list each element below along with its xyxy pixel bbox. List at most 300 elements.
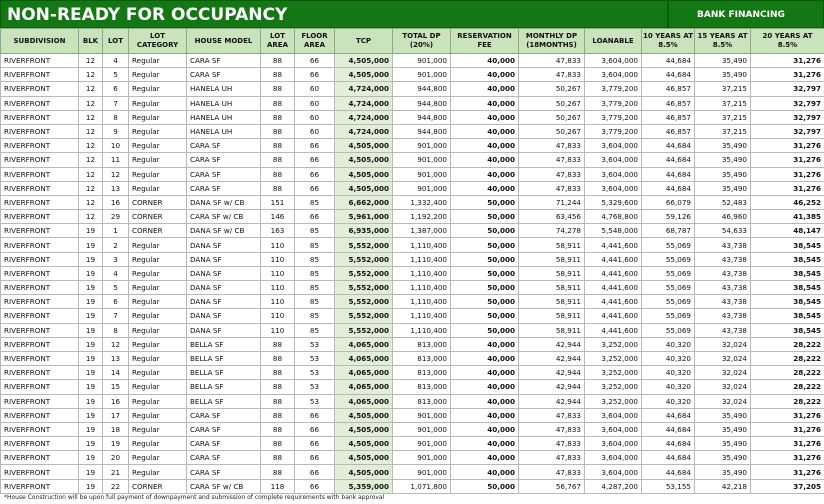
cell-total-dp: 901,000 xyxy=(393,465,451,479)
cell-total-dp: 901,000 xyxy=(393,68,451,82)
cell-ten-years: 68,787 xyxy=(642,224,695,238)
cell-twenty-years: 31,276 xyxy=(751,422,824,436)
cell-lot: 21 xyxy=(103,465,129,479)
cell-subdivision: RIVERFRONT xyxy=(1,252,79,266)
cell-monthly-dp: 58,911 xyxy=(519,281,585,295)
cell-subdivision: RIVERFRONT xyxy=(1,309,79,323)
cell-loanable: 3,604,000 xyxy=(585,153,642,167)
cell-fifteen-years: 43,738 xyxy=(695,295,751,309)
table-row xyxy=(1,139,824,153)
cell-fifteen-years: 43,738 xyxy=(695,323,751,337)
footnote: *House Construction will be upon full payment of downpayment and submission of complete requirements with bank approval xyxy=(4,494,385,501)
table-row xyxy=(1,210,824,224)
cell-subdivision: RIVERFRONT xyxy=(1,167,79,181)
cell-loanable: 4,287,200 xyxy=(585,479,642,493)
col-header-loanable: LOANABLE xyxy=(585,29,642,54)
cell-lot-area: 88 xyxy=(261,351,295,365)
cell-blk: 12 xyxy=(79,82,103,96)
cell-subdivision: RIVERFRONT xyxy=(1,479,79,493)
cell-monthly-dp: 56,767 xyxy=(519,479,585,493)
cell-lot-category: Regular xyxy=(129,295,187,309)
cell-monthly-dp: 58,911 xyxy=(519,295,585,309)
cell-house-model: BELLA SF xyxy=(187,394,261,408)
col-header-lot: LOT xyxy=(103,29,129,54)
cell-house-model: BELLA SF xyxy=(187,380,261,394)
cell-fifteen-years: 46,960 xyxy=(695,210,751,224)
cell-subdivision: RIVERFRONT xyxy=(1,210,79,224)
cell-reservation-fee: 40,000 xyxy=(451,337,519,351)
cell-floor-area: 66 xyxy=(295,153,335,167)
cell-blk: 12 xyxy=(79,68,103,82)
table-row xyxy=(1,337,824,351)
cell-house-model: DANA SF xyxy=(187,281,261,295)
cell-blk: 19 xyxy=(79,224,103,238)
cell-ten-years: 44,684 xyxy=(642,451,695,465)
cell-floor-area: 60 xyxy=(295,82,335,96)
cell-lot-area: 110 xyxy=(261,252,295,266)
cell-ten-years: 40,320 xyxy=(642,394,695,408)
cell-lot-category: Regular xyxy=(129,351,187,365)
cell-reservation-fee: 40,000 xyxy=(451,181,519,195)
cell-twenty-years: 31,276 xyxy=(751,451,824,465)
cell-monthly-dp: 50,267 xyxy=(519,96,585,110)
cell-reservation-fee: 40,000 xyxy=(451,68,519,82)
cell-lot-area: 88 xyxy=(261,437,295,451)
cell-lot-category: Regular xyxy=(129,54,187,68)
cell-fifteen-years: 35,490 xyxy=(695,422,751,436)
cell-blk: 12 xyxy=(79,153,103,167)
cell-lot-area: 88 xyxy=(261,422,295,436)
cell-twenty-years: 38,545 xyxy=(751,323,824,337)
cell-total-dp: 901,000 xyxy=(393,153,451,167)
cell-lot-category: Regular xyxy=(129,82,187,96)
cell-fifteen-years: 43,738 xyxy=(695,238,751,252)
cell-reservation-fee: 50,000 xyxy=(451,295,519,309)
cell-ten-years: 44,684 xyxy=(642,465,695,479)
cell-monthly-dp: 58,911 xyxy=(519,309,585,323)
cell-lot-area: 110 xyxy=(261,281,295,295)
cell-monthly-dp: 47,833 xyxy=(519,167,585,181)
table-row xyxy=(1,451,824,465)
cell-blk: 19 xyxy=(79,394,103,408)
cell-lot-area: 151 xyxy=(261,195,295,209)
cell-floor-area: 66 xyxy=(295,54,335,68)
cell-tcp: 4,724,000 xyxy=(335,82,393,96)
cell-tcp: 4,724,000 xyxy=(335,110,393,124)
cell-subdivision: RIVERFRONT xyxy=(1,295,79,309)
cell-blk: 19 xyxy=(79,337,103,351)
cell-loanable: 4,441,600 xyxy=(585,252,642,266)
col-header-fifteen-years: 15 YEARS AT 8.5% xyxy=(695,29,751,54)
cell-ten-years: 44,684 xyxy=(642,68,695,82)
cell-lot-category: Regular xyxy=(129,110,187,124)
table-row xyxy=(1,394,824,408)
table-row xyxy=(1,68,824,82)
cell-ten-years: 46,857 xyxy=(642,124,695,138)
cell-floor-area: 66 xyxy=(295,465,335,479)
cell-floor-area: 53 xyxy=(295,380,335,394)
cell-tcp: 5,552,000 xyxy=(335,252,393,266)
cell-blk: 12 xyxy=(79,54,103,68)
cell-loanable: 3,604,000 xyxy=(585,68,642,82)
table-row xyxy=(1,479,824,493)
cell-subdivision: RIVERFRONT xyxy=(1,394,79,408)
cell-fifteen-years: 32,024 xyxy=(695,366,751,380)
cell-blk: 19 xyxy=(79,451,103,465)
cell-total-dp: 944,800 xyxy=(393,110,451,124)
cell-lot: 12 xyxy=(103,337,129,351)
cell-floor-area: 85 xyxy=(295,309,335,323)
cell-house-model: BELLA SF xyxy=(187,337,261,351)
cell-total-dp: 1,110,400 xyxy=(393,295,451,309)
cell-total-dp: 944,800 xyxy=(393,96,451,110)
cell-subdivision: RIVERFRONT xyxy=(1,380,79,394)
cell-house-model: DANA SF xyxy=(187,309,261,323)
cell-ten-years: 44,684 xyxy=(642,153,695,167)
cell-twenty-years: 32,797 xyxy=(751,82,824,96)
cell-lot: 22 xyxy=(103,479,129,493)
col-header-total-dp: TOTAL DP (20%) xyxy=(393,29,451,54)
cell-ten-years: 55,069 xyxy=(642,266,695,280)
cell-total-dp: 1,071,800 xyxy=(393,479,451,493)
cell-lot-area: 88 xyxy=(261,82,295,96)
cell-house-model: CARA SF xyxy=(187,422,261,436)
cell-lot-area: 110 xyxy=(261,323,295,337)
cell-ten-years: 55,069 xyxy=(642,281,695,295)
cell-floor-area: 85 xyxy=(295,323,335,337)
cell-reservation-fee: 50,000 xyxy=(451,323,519,337)
table-row xyxy=(1,465,824,479)
cell-fifteen-years: 37,215 xyxy=(695,110,751,124)
cell-lot-category: Regular xyxy=(129,153,187,167)
cell-subdivision: RIVERFRONT xyxy=(1,82,79,96)
cell-tcp: 4,505,000 xyxy=(335,54,393,68)
cell-twenty-years: 28,222 xyxy=(751,366,824,380)
cell-fifteen-years: 42,218 xyxy=(695,479,751,493)
cell-twenty-years: 31,276 xyxy=(751,68,824,82)
cell-fifteen-years: 35,490 xyxy=(695,437,751,451)
table-row xyxy=(1,110,824,124)
cell-blk: 19 xyxy=(79,437,103,451)
cell-lot: 14 xyxy=(103,366,129,380)
cell-lot-area: 88 xyxy=(261,366,295,380)
cell-subdivision: RIVERFRONT xyxy=(1,281,79,295)
cell-twenty-years: 31,276 xyxy=(751,153,824,167)
cell-total-dp: 901,000 xyxy=(393,139,451,153)
cell-floor-area: 85 xyxy=(295,266,335,280)
cell-tcp: 4,724,000 xyxy=(335,124,393,138)
table-row xyxy=(1,266,824,280)
cell-reservation-fee: 50,000 xyxy=(451,252,519,266)
cell-twenty-years: 37,205 xyxy=(751,479,824,493)
cell-tcp: 5,552,000 xyxy=(335,266,393,280)
cell-floor-area: 60 xyxy=(295,110,335,124)
cell-reservation-fee: 50,000 xyxy=(451,479,519,493)
cell-floor-area: 60 xyxy=(295,96,335,110)
cell-reservation-fee: 40,000 xyxy=(451,465,519,479)
cell-reservation-fee: 50,000 xyxy=(451,266,519,280)
col-header-ten-years: 10 YEARS AT 8.5% xyxy=(642,29,695,54)
cell-monthly-dp: 47,833 xyxy=(519,139,585,153)
cell-loanable: 3,604,000 xyxy=(585,437,642,451)
cell-monthly-dp: 50,267 xyxy=(519,82,585,96)
cell-subdivision: RIVERFRONT xyxy=(1,153,79,167)
cell-loanable: 3,252,000 xyxy=(585,394,642,408)
table-row xyxy=(1,295,824,309)
cell-house-model: CARA SF xyxy=(187,408,261,422)
cell-subdivision: RIVERFRONT xyxy=(1,238,79,252)
cell-monthly-dp: 58,911 xyxy=(519,238,585,252)
cell-reservation-fee: 40,000 xyxy=(451,153,519,167)
cell-blk: 12 xyxy=(79,139,103,153)
cell-lot-area: 88 xyxy=(261,110,295,124)
cell-tcp: 4,505,000 xyxy=(335,451,393,465)
cell-ten-years: 40,320 xyxy=(642,351,695,365)
cell-house-model: CARA SF xyxy=(187,54,261,68)
cell-twenty-years: 48,147 xyxy=(751,224,824,238)
cell-fifteen-years: 37,215 xyxy=(695,96,751,110)
cell-total-dp: 901,000 xyxy=(393,167,451,181)
cell-total-dp: 1,332,400 xyxy=(393,195,451,209)
cell-lot-category: Regular xyxy=(129,323,187,337)
cell-floor-area: 66 xyxy=(295,68,335,82)
cell-house-model: DANA SF xyxy=(187,295,261,309)
cell-lot-category: Regular xyxy=(129,266,187,280)
cell-blk: 19 xyxy=(79,465,103,479)
cell-reservation-fee: 50,000 xyxy=(451,195,519,209)
cell-tcp: 5,552,000 xyxy=(335,238,393,252)
cell-ten-years: 55,069 xyxy=(642,323,695,337)
cell-twenty-years: 38,545 xyxy=(751,309,824,323)
cell-tcp: 4,505,000 xyxy=(335,437,393,451)
cell-reservation-fee: 50,000 xyxy=(451,238,519,252)
cell-house-model: CARA SF xyxy=(187,139,261,153)
cell-loanable: 4,441,600 xyxy=(585,281,642,295)
cell-blk: 12 xyxy=(79,181,103,195)
cell-blk: 19 xyxy=(79,380,103,394)
cell-fifteen-years: 32,024 xyxy=(695,394,751,408)
col-header-subdivision: SUBDIVISION xyxy=(1,29,79,54)
cell-ten-years: 44,684 xyxy=(642,139,695,153)
col-header-lot-category: LOT CATEGORY xyxy=(129,29,187,54)
cell-tcp: 4,065,000 xyxy=(335,337,393,351)
cell-house-model: CARA SF xyxy=(187,68,261,82)
cell-tcp: 6,935,000 xyxy=(335,224,393,238)
cell-lot: 9 xyxy=(103,124,129,138)
cell-subdivision: RIVERFRONT xyxy=(1,224,79,238)
cell-twenty-years: 31,276 xyxy=(751,54,824,68)
cell-fifteen-years: 35,490 xyxy=(695,408,751,422)
cell-blk: 19 xyxy=(79,252,103,266)
cell-lot-category: Regular xyxy=(129,309,187,323)
cell-house-model: CARA SF w/ CB xyxy=(187,210,261,224)
cell-lot: 2 xyxy=(103,238,129,252)
cell-ten-years: 46,857 xyxy=(642,110,695,124)
cell-reservation-fee: 40,000 xyxy=(451,422,519,436)
cell-lot-category: CORNER xyxy=(129,195,187,209)
cell-fifteen-years: 32,024 xyxy=(695,380,751,394)
cell-subdivision: RIVERFRONT xyxy=(1,366,79,380)
cell-blk: 19 xyxy=(79,479,103,493)
cell-total-dp: 1,110,400 xyxy=(393,252,451,266)
cell-lot: 16 xyxy=(103,195,129,209)
cell-fifteen-years: 35,490 xyxy=(695,451,751,465)
cell-ten-years: 59,126 xyxy=(642,210,695,224)
cell-subdivision: RIVERFRONT xyxy=(1,323,79,337)
cell-blk: 19 xyxy=(79,266,103,280)
cell-floor-area: 85 xyxy=(295,238,335,252)
cell-fifteen-years: 43,738 xyxy=(695,281,751,295)
cell-twenty-years: 38,545 xyxy=(751,238,824,252)
cell-monthly-dp: 42,944 xyxy=(519,366,585,380)
cell-monthly-dp: 47,833 xyxy=(519,451,585,465)
cell-blk: 19 xyxy=(79,295,103,309)
cell-total-dp: 813,000 xyxy=(393,380,451,394)
cell-tcp: 4,505,000 xyxy=(335,181,393,195)
cell-loanable: 3,604,000 xyxy=(585,451,642,465)
cell-total-dp: 901,000 xyxy=(393,437,451,451)
cell-reservation-fee: 40,000 xyxy=(451,124,519,138)
cell-total-dp: 813,000 xyxy=(393,351,451,365)
cell-lot-category: Regular xyxy=(129,380,187,394)
cell-twenty-years: 31,276 xyxy=(751,408,824,422)
cell-lot-category: Regular xyxy=(129,68,187,82)
cell-floor-area: 66 xyxy=(295,437,335,451)
cell-floor-area: 85 xyxy=(295,295,335,309)
cell-monthly-dp: 47,833 xyxy=(519,68,585,82)
cell-lot-area: 88 xyxy=(261,167,295,181)
cell-lot: 13 xyxy=(103,181,129,195)
cell-lot-area: 110 xyxy=(261,238,295,252)
cell-house-model: DANA SF xyxy=(187,252,261,266)
table-row xyxy=(1,167,824,181)
cell-twenty-years: 32,797 xyxy=(751,124,824,138)
cell-house-model: CARA SF xyxy=(187,451,261,465)
cell-reservation-fee: 40,000 xyxy=(451,167,519,181)
cell-tcp: 4,505,000 xyxy=(335,465,393,479)
col-header-house-model: HOUSE MODEL xyxy=(187,29,261,54)
cell-subdivision: RIVERFRONT xyxy=(1,139,79,153)
table-row xyxy=(1,309,824,323)
cell-tcp: 6,662,000 xyxy=(335,195,393,209)
cell-lot-category: Regular xyxy=(129,124,187,138)
cell-loanable: 5,329,600 xyxy=(585,195,642,209)
cell-blk: 12 xyxy=(79,110,103,124)
cell-blk: 19 xyxy=(79,281,103,295)
sheet-title: NON-READY FOR OCCUPANCY xyxy=(0,0,668,28)
cell-subdivision: RIVERFRONT xyxy=(1,96,79,110)
cell-lot: 7 xyxy=(103,96,129,110)
cell-loanable: 3,604,000 xyxy=(585,139,642,153)
cell-loanable: 3,604,000 xyxy=(585,408,642,422)
cell-fifteen-years: 35,490 xyxy=(695,68,751,82)
cell-monthly-dp: 50,267 xyxy=(519,124,585,138)
cell-reservation-fee: 40,000 xyxy=(451,110,519,124)
cell-lot-area: 88 xyxy=(261,153,295,167)
cell-lot-category: Regular xyxy=(129,366,187,380)
cell-lot-area: 88 xyxy=(261,139,295,153)
cell-lot-category: Regular xyxy=(129,465,187,479)
cell-lot: 7 xyxy=(103,309,129,323)
col-header-floor-area: FLOOR AREA xyxy=(295,29,335,54)
cell-subdivision: RIVERFRONT xyxy=(1,266,79,280)
cell-tcp: 4,065,000 xyxy=(335,394,393,408)
cell-lot: 18 xyxy=(103,422,129,436)
cell-lot: 5 xyxy=(103,281,129,295)
column-header-row xyxy=(1,29,824,54)
cell-loanable: 3,252,000 xyxy=(585,366,642,380)
cell-reservation-fee: 50,000 xyxy=(451,224,519,238)
cell-twenty-years: 31,276 xyxy=(751,167,824,181)
cell-reservation-fee: 50,000 xyxy=(451,210,519,224)
table-row xyxy=(1,54,824,68)
cell-subdivision: RIVERFRONT xyxy=(1,110,79,124)
cell-lot-area: 110 xyxy=(261,266,295,280)
cell-lot-category: Regular xyxy=(129,281,187,295)
cell-house-model: DANA SF w/ CB xyxy=(187,224,261,238)
cell-twenty-years: 41,385 xyxy=(751,210,824,224)
cell-reservation-fee: 50,000 xyxy=(451,309,519,323)
cell-tcp: 4,505,000 xyxy=(335,408,393,422)
cell-total-dp: 1,110,400 xyxy=(393,323,451,337)
cell-ten-years: 66,079 xyxy=(642,195,695,209)
cell-fifteen-years: 43,738 xyxy=(695,252,751,266)
cell-monthly-dp: 58,911 xyxy=(519,266,585,280)
cell-blk: 12 xyxy=(79,96,103,110)
cell-house-model: CARA SF xyxy=(187,181,261,195)
cell-blk: 19 xyxy=(79,422,103,436)
table-row xyxy=(1,181,824,195)
cell-lot: 12 xyxy=(103,167,129,181)
cell-lot-area: 88 xyxy=(261,465,295,479)
cell-loanable: 3,252,000 xyxy=(585,337,642,351)
cell-loanable: 3,604,000 xyxy=(585,422,642,436)
table-row xyxy=(1,408,824,422)
cell-fifteen-years: 32,024 xyxy=(695,351,751,365)
cell-twenty-years: 28,222 xyxy=(751,351,824,365)
cell-total-dp: 813,000 xyxy=(393,394,451,408)
cell-tcp: 4,505,000 xyxy=(335,422,393,436)
cell-reservation-fee: 40,000 xyxy=(451,96,519,110)
cell-twenty-years: 32,797 xyxy=(751,96,824,110)
cell-fifteen-years: 35,490 xyxy=(695,139,751,153)
cell-subdivision: RIVERFRONT xyxy=(1,195,79,209)
cell-blk: 19 xyxy=(79,366,103,380)
cell-total-dp: 813,000 xyxy=(393,337,451,351)
cell-subdivision: RIVERFRONT xyxy=(1,351,79,365)
table-row xyxy=(1,153,824,167)
cell-floor-area: 66 xyxy=(295,408,335,422)
cell-loanable: 3,604,000 xyxy=(585,54,642,68)
cell-blk: 19 xyxy=(79,309,103,323)
cell-monthly-dp: 47,833 xyxy=(519,437,585,451)
cell-house-model: HANELA UH xyxy=(187,110,261,124)
cell-subdivision: RIVERFRONT xyxy=(1,124,79,138)
cell-total-dp: 944,800 xyxy=(393,124,451,138)
cell-fifteen-years: 37,215 xyxy=(695,82,751,96)
cell-lot: 8 xyxy=(103,323,129,337)
col-header-blk: BLK xyxy=(79,29,103,54)
cell-monthly-dp: 47,833 xyxy=(519,153,585,167)
table-row xyxy=(1,82,824,96)
cell-fifteen-years: 43,738 xyxy=(695,266,751,280)
cell-total-dp: 1,110,400 xyxy=(393,281,451,295)
cell-house-model: CARA SF xyxy=(187,437,261,451)
cell-fifteen-years: 35,490 xyxy=(695,181,751,195)
cell-loanable: 3,604,000 xyxy=(585,465,642,479)
cell-lot-category: Regular xyxy=(129,139,187,153)
cell-lot-area: 88 xyxy=(261,181,295,195)
